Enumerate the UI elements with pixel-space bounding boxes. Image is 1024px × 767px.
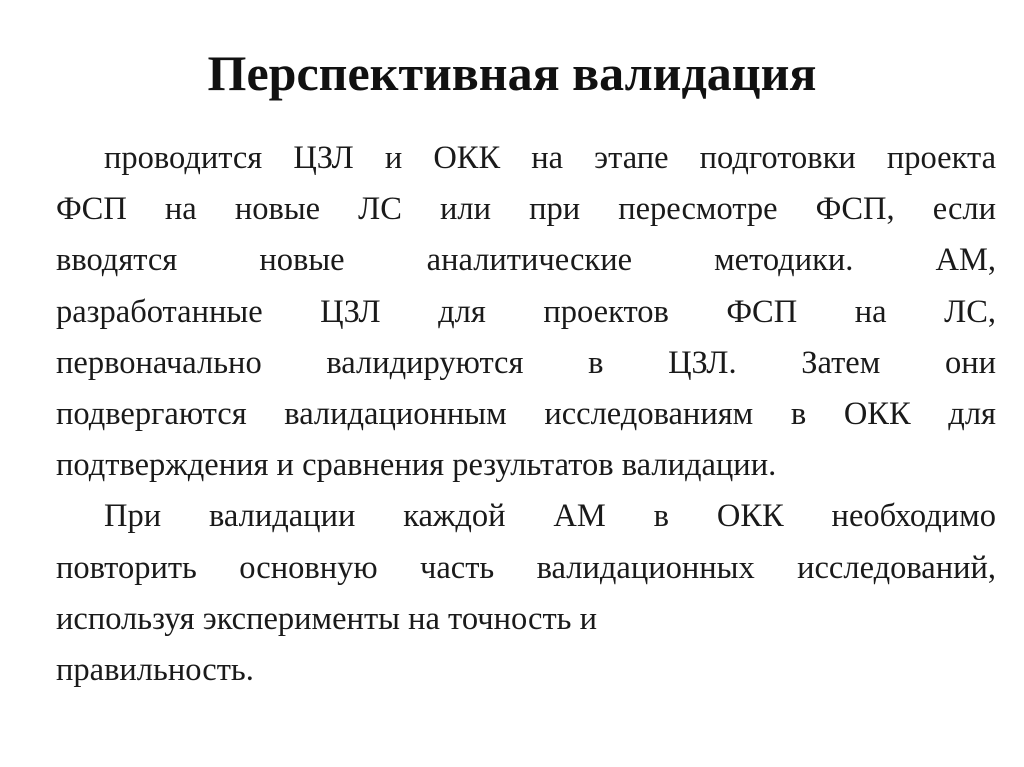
- paragraph-1: [56, 133, 996, 491]
- paragraph-1-line-6: подвергаются валидационным исследованиям в ОКК для: [56, 395, 996, 432]
- paragraph-2-line-2: повторить основную часть валидационных исследований,: [56, 549, 996, 586]
- paragraph-1-line-3: вводятся новые аналитические методики. АМ,: [56, 242, 996, 279]
- paragraph-2-line-3: используя эксперименты на точность и: [56, 600, 597, 637]
- slide-title: Перспективная валидация: [207, 45, 817, 101]
- slide-body: [56, 133, 996, 696]
- paragraph-1-line-7: подтверждения и сравнения результатов валидации.: [56, 447, 777, 484]
- paragraph-2-line-1: При валидации каждой АМ в ОКК необходимо: [104, 498, 996, 535]
- paragraph-2: [56, 491, 996, 696]
- paragraph-1-line-5: первоначально валидируются в ЦЗЛ. Затем они: [56, 344, 996, 381]
- paragraph-1-line-4: разработанные ЦЗЛ для проектов ФСП на ЛС,: [56, 293, 996, 330]
- paragraph-2-line-4: правильность.: [56, 651, 254, 688]
- paragraph-1-line-1: проводится ЦЗЛ и ОКК на этапе подготовки проекта: [104, 140, 996, 176]
- paragraph-1-line-2: ФСП на новые ЛС или при пересмотре ФСП, если: [56, 191, 996, 228]
